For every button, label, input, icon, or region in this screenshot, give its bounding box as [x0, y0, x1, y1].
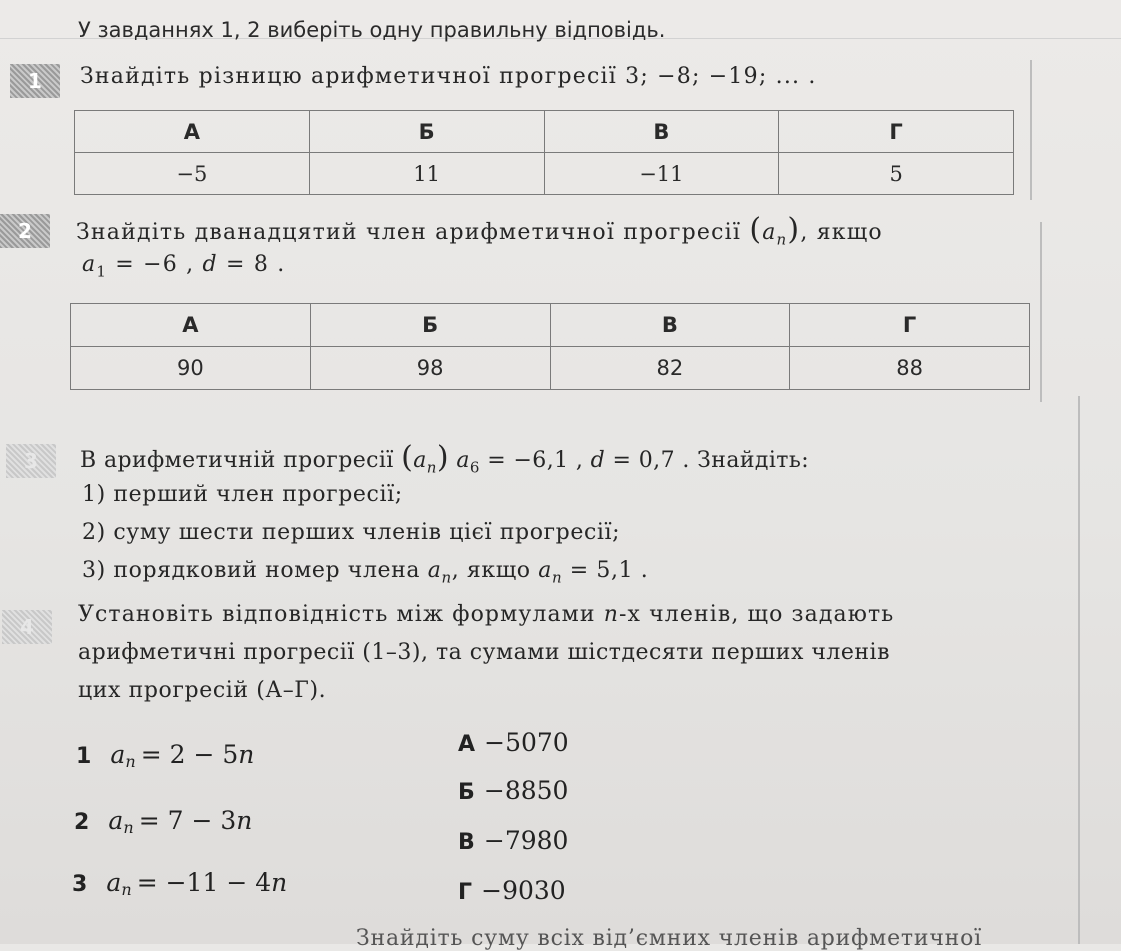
formula-rhs: = 2 − 5: [140, 740, 239, 769]
sum-option-b: [458, 776, 568, 805]
answer-value: 90: [71, 347, 311, 390]
margin-rule: [1078, 396, 1080, 944]
answer-letter: Б: [310, 304, 550, 347]
subscript: n: [551, 568, 563, 587]
question-1-text: Знайдіть різницю арифметичної прогресії 3; −8; −19; ... .: [80, 64, 817, 89]
question-3-condition: [80, 440, 809, 476]
question-4-number: 4: [2, 610, 52, 644]
sequence-symbol: a: [413, 448, 427, 473]
subscript: 1: [96, 262, 108, 281]
answer-letter: А: [71, 304, 311, 347]
var-d: d: [590, 448, 606, 473]
sum-option-a: [458, 728, 569, 757]
answer-value: −5: [75, 153, 310, 195]
sum-option-c: [458, 826, 568, 855]
question-3-item-2: 2) суму шести перших членів цієї прогресії;: [82, 520, 621, 545]
item-3-lead: 3) порядковий номер члена: [82, 558, 421, 583]
var-a: a: [82, 252, 97, 277]
item-3-mid: , якщо: [451, 558, 531, 583]
question-3-lead: В арифметичній прогресії: [80, 448, 394, 473]
equation-part: = 8 .: [217, 252, 286, 277]
var-n: n: [603, 602, 620, 627]
var-a: a: [427, 558, 442, 583]
question-4-line-1: [78, 602, 894, 627]
equation-part: = 0,7 . Знайдіть:: [605, 448, 810, 473]
var-n: n: [236, 806, 253, 835]
var-a: a: [106, 868, 122, 897]
paren-open: (: [749, 212, 763, 247]
sum-letter: Б: [458, 780, 475, 805]
answer-letter: В: [550, 304, 790, 347]
question-3-item-3: [82, 558, 648, 586]
paren-close: ): [787, 212, 801, 247]
margin-rule: [1030, 60, 1032, 200]
answer-value: 98: [310, 347, 550, 390]
question-1-answer-table: [74, 110, 1014, 195]
sum-value: −7980: [483, 826, 569, 855]
equation-part: = −6 ,: [107, 252, 203, 277]
subscript: n: [125, 752, 136, 772]
sum-letter: Г: [458, 880, 473, 905]
answer-letter: А: [75, 111, 310, 153]
answer-value: 88: [790, 347, 1030, 390]
var-a: a: [456, 448, 470, 473]
question-2-number: 2: [0, 214, 50, 248]
formula-number: 3: [72, 872, 88, 897]
question-2-answer-table: [70, 303, 1030, 390]
formula-2: [74, 806, 252, 837]
sequence-subscript: n: [776, 230, 788, 249]
formula-rhs: = −11 − 4: [136, 868, 272, 897]
var-a: a: [108, 806, 124, 835]
var-a: a: [110, 740, 126, 769]
answer-value: 5: [779, 153, 1014, 195]
question-2-line-2: [82, 252, 285, 280]
answer-letter: Б: [309, 111, 544, 153]
question-2-lead: Знайдіть дванадцятий член арифметичної прогресії: [76, 220, 742, 245]
question-4-lead: Установіть відповідність між формулами: [78, 602, 596, 627]
question-2-tail: , якщо: [800, 220, 883, 245]
question-4-tail: -х членів, що задають: [619, 602, 895, 627]
answer-letter: Г: [790, 304, 1030, 347]
answer-value: 82: [550, 347, 790, 390]
var-n: n: [238, 740, 255, 769]
question-4-line-2: арифметичні прогресії (1–3), та сумами шістдесяти перших членів: [78, 640, 890, 665]
subscript: n: [441, 568, 452, 587]
answer-value: −11: [544, 153, 779, 195]
question-3-item-1: 1) перший член прогресії;: [82, 482, 403, 507]
answer-letter: Г: [779, 111, 1014, 153]
sum-letter: А: [458, 732, 476, 757]
formula-1: [76, 740, 254, 771]
margin-rule: [1040, 222, 1042, 402]
formula-number: 1: [76, 744, 92, 769]
next-question-fragment: Знайдіть суму всіх від’ємних членів арифметичної: [356, 926, 983, 951]
equation-part: = −6,1 ,: [479, 448, 591, 473]
var-d: d: [202, 252, 218, 277]
answer-value: 11: [309, 153, 544, 195]
section-instruction: У завданнях 1, 2 виберіть одну правильну відповідь.: [78, 18, 666, 42]
question-2-line-1: [76, 212, 883, 248]
subscript: n: [123, 818, 134, 838]
question-4-line-3: цих прогресій (А–Г).: [78, 678, 327, 703]
formula-rhs: = 7 − 3: [138, 806, 237, 835]
sequence-subscript: n: [426, 458, 437, 477]
paren-close: ): [436, 440, 449, 475]
sum-value: −9030: [481, 876, 566, 905]
var-a: a: [538, 558, 552, 583]
subscript: n: [121, 880, 132, 900]
sum-value: −8850: [483, 776, 569, 805]
question-1-number: 1: [10, 64, 60, 98]
sum-option-d: [458, 876, 566, 905]
var-n: n: [271, 868, 288, 897]
sum-letter: В: [458, 830, 475, 855]
sum-value: −5070: [484, 728, 569, 757]
paren-open: (: [401, 440, 414, 475]
sequence-symbol: a: [762, 220, 777, 245]
formula-3: [72, 868, 287, 899]
formula-number: 2: [74, 810, 90, 835]
subscript: 6: [469, 458, 480, 477]
question-3-number: 3: [6, 444, 56, 478]
equation-part: = 5,1 .: [562, 558, 649, 583]
answer-letter: В: [544, 111, 779, 153]
